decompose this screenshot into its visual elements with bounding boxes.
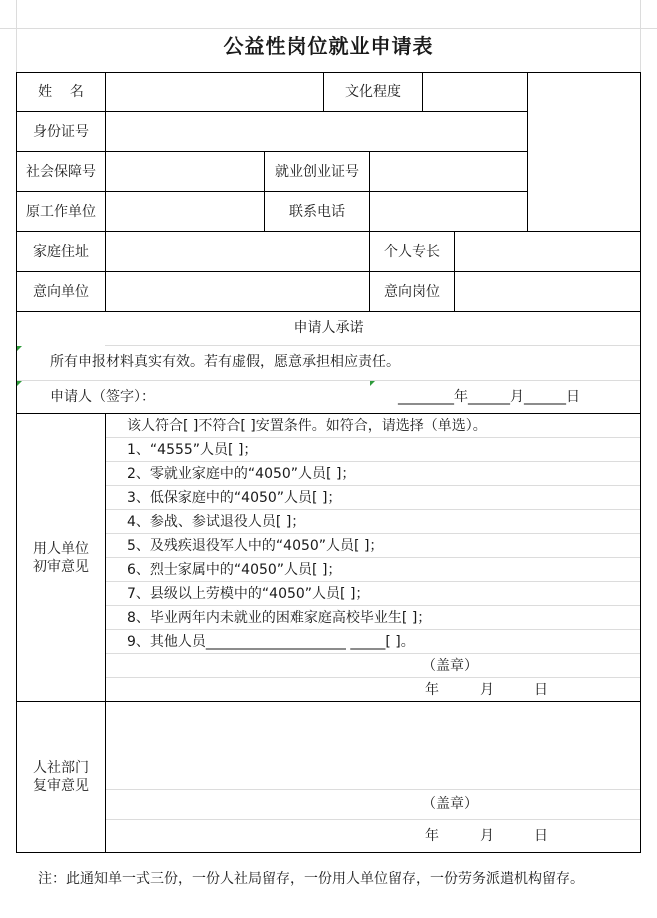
cell-marker [17,346,22,351]
final-review-month: 月 [480,828,494,844]
gridline [106,653,640,654]
gridline [106,461,640,462]
gridline [106,485,640,486]
page-title: 公益性岗位就业申请表 [223,34,434,58]
initial-review-label-1: 用人单位 [33,541,89,557]
row-border [16,191,528,192]
gridline [106,509,640,510]
final-review-label-2: 复审意见 [33,778,89,794]
row-border [16,413,641,414]
row-border [16,111,528,112]
initial-review-label-2: 初审意见 [33,559,89,575]
review-option: 3、低保家庭中的“4050”人员[ ]； [127,490,342,506]
commitment-date-line: ________年______月______日 [398,389,580,405]
gridline [106,677,640,678]
initial-review-year: 年 [425,682,439,698]
initial-review-seal: （盖章） [422,658,478,674]
final-review-day: 日 [534,828,548,844]
form-border [16,72,17,853]
id-number-label: 身份证号 [33,124,89,140]
review-option: 6、烈士家属中的“4050”人员[ ]； [127,562,342,578]
col-border [454,231,455,312]
gridline [106,533,640,534]
row-border [16,311,641,312]
initial-review-intro: 该人符合[ ]不符合[ ]安置条件。如符合，请选择（单选）。 [127,418,487,434]
commitment-heading: 申请人承诺 [293,320,364,336]
col-border [369,151,370,232]
specialty-label: 个人专长 [384,244,440,260]
review-option: 9、其他人员____________________ _____[ ]。 [127,634,415,650]
intended-unit-label: 意向单位 [33,284,89,300]
intended-post-label: 意向岗位 [384,284,440,300]
former-unit-label: 原工作单位 [26,204,96,220]
form-border [16,852,641,853]
initial-review-month: 月 [480,682,494,698]
commitment-text: 所有申报材料真实有效。若有虚假，愿意承担相应责任。 [50,354,400,370]
address-label: 家庭住址 [33,244,89,260]
row-border [16,271,641,272]
gridline [17,380,640,381]
col-border [105,72,106,312]
footer-note: 注：此通知单一式三份，一份人社局留存，一份用人单位留存，一份劳务派遣机构留存。 [38,871,584,887]
social-security-label: 社会保障号 [26,164,96,180]
cell-marker [17,381,22,386]
gridline [106,789,640,790]
name-label: 姓 名 [38,84,84,100]
row-border [16,231,641,232]
review-option: 1、“4555”人员[ ]； [127,442,258,458]
col-border [422,72,423,112]
col-border [105,413,106,853]
final-review-label-1: 人社部门 [33,760,89,776]
cell-marker [370,381,375,386]
review-option: 4、参战、参试退役人员[ ]； [127,514,306,530]
form-border [640,72,641,853]
review-option: 5、及残疾退役军人中的“4050”人员[ ]； [127,538,384,554]
gridline [0,28,657,29]
gridline [106,605,640,606]
phone-label: 联系电话 [289,204,345,220]
final-review-year: 年 [425,828,439,844]
gridline [105,345,641,346]
review-option: 7、县级以上劳模中的“4050”人员[ ]； [127,586,370,602]
gridline [106,819,640,820]
col-border [527,72,528,232]
final-review-seal: （盖章） [422,796,478,812]
row-border [16,701,641,702]
education-label: 文化程度 [345,84,401,100]
gridline [106,629,640,630]
review-option: 2、零就业家庭中的“4050”人员[ ]； [127,466,356,482]
review-option: 8、毕业两年内未就业的困难家庭高校毕业生[ ]； [127,610,432,626]
form-border [16,72,641,73]
gridline [106,581,640,582]
row-border [16,151,528,152]
employment-cert-label: 就业创业证号 [275,164,359,180]
signature-label: 申请人（签字）： [50,389,155,405]
gridline [106,437,640,438]
initial-review-day: 日 [534,682,548,698]
gridline [106,557,640,558]
